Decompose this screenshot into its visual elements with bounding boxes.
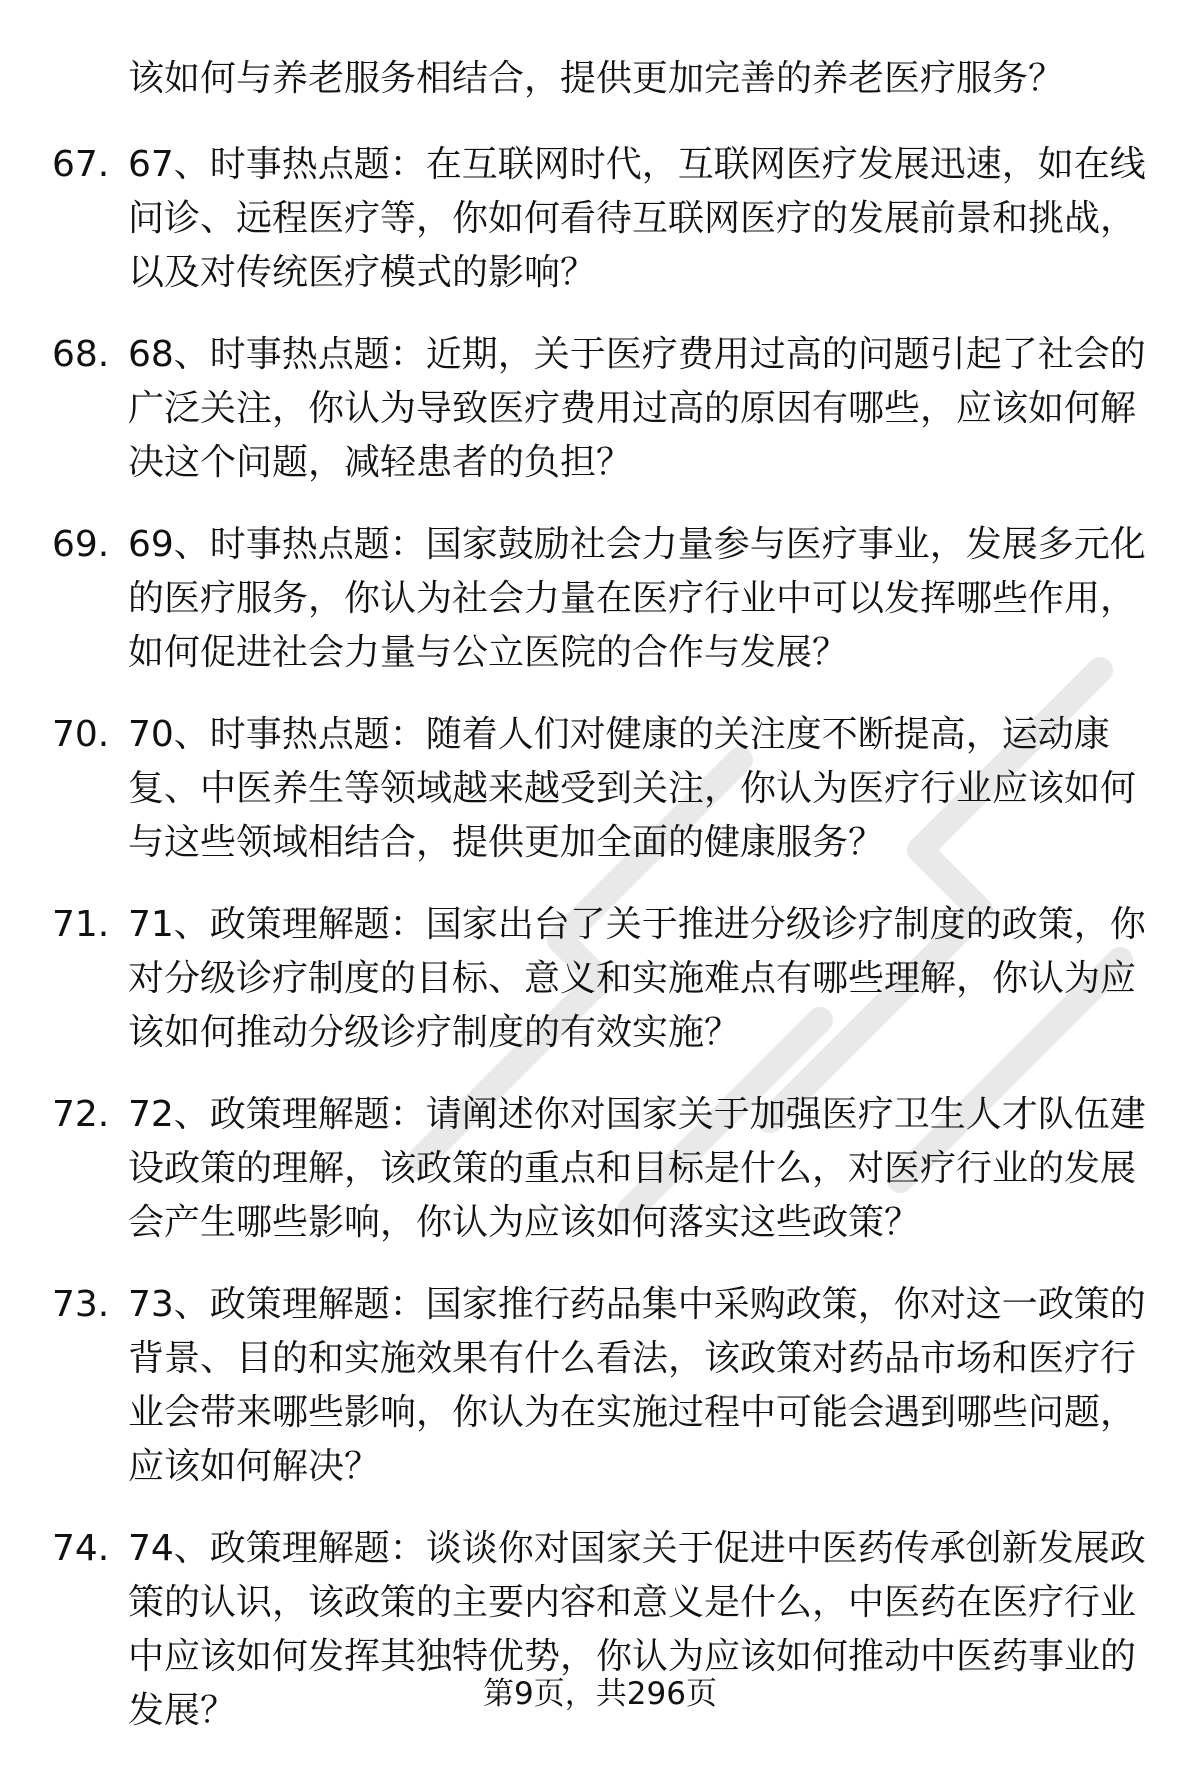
list-item-text: 72、政策理解题：请阐述你对国家关于加强医疗卫生人才队伍建设政策的理解，该政策的重点和目标是什么，对医疗行业的发展会产生哪些影响，你认为应该如何落实这些政策？ bbox=[128, 1094, 1146, 1243]
list-item-number: 71. bbox=[52, 904, 110, 945]
list-item bbox=[0, 708, 1148, 870]
list-item bbox=[0, 328, 1148, 490]
list-item-number: 68. bbox=[52, 334, 110, 375]
list-item-number: 67. bbox=[52, 144, 110, 185]
list-item-number: 74. bbox=[52, 1528, 110, 1569]
list-item-text: 70、时事热点题：随着人们对健康的关注度不断提高，运动康复、中医养生等领域越来越受到关注，你认为医疗行业应该如何与这些领域相结合，提供更加全面的健康服务？ bbox=[128, 714, 1137, 863]
list-item-text: 74、政策理解题：谈谈你对国家关于促进中医药传承创新发展政策的认识，该政策的主要内容和意义是什么，中医药在医疗行业中应该如何发挥其独特优势，你认为应该如何推动中医药事业的发展？ bbox=[128, 1528, 1146, 1731]
list-item-number: 70. bbox=[52, 714, 110, 755]
list-item bbox=[0, 1278, 1148, 1494]
question-list bbox=[0, 138, 1200, 1766]
list-item bbox=[0, 1088, 1148, 1250]
list-item-number: 69. bbox=[52, 524, 110, 565]
list-item bbox=[0, 518, 1148, 680]
list-item bbox=[0, 898, 1148, 1060]
list-item bbox=[0, 138, 1148, 300]
list-item-text: 69、时事热点题：国家鼓励社会力量参与医疗事业，发展多元化的医疗服务，你认为社会力量在医疗行业中可以发挥哪些作用，如何促进社会力量与公立医院的合作与发展？ bbox=[128, 524, 1146, 673]
list-item-text: 71、政策理解题：国家出台了关于推进分级诊疗制度的政策，你对分级诊疗制度的目标、意义和实施难点有哪些理解，你认为应该如何推动分级诊疗制度的有效实施？ bbox=[128, 904, 1146, 1053]
list-item-number: 72. bbox=[52, 1094, 110, 1135]
list-item-text: 67、时事热点题：在互联网时代，互联网医疗发展迅速，如在线问诊、远程医疗等，你如何看待互联网医疗的发展前景和挑战，以及对传统医疗模式的影响？ bbox=[128, 144, 1146, 293]
list-item-text: 73、政策理解题：国家推行药品集中采购政策，你对这一政策的背景、目的和实施效果有什么看法，该政策对药品市场和医疗行业会带来哪些影响，你认为在实施过程中可能会遇到哪些问题，应该如何解决？ bbox=[128, 1284, 1146, 1487]
list-item-number: 73. bbox=[52, 1284, 110, 1325]
list-item-text: 68、时事热点题：近期，关于医疗费用过高的问题引起了社会的广泛关注，你认为导致医疗费用过高的原因有哪些，应该如何解决这个问题，减轻患者的负担？ bbox=[128, 334, 1146, 483]
continued-question-text: 该如何与养老服务相结合，提供更加完善的养老医疗服务？ bbox=[128, 58, 1065, 99]
page-footer: 第9页，共296页 bbox=[483, 1676, 717, 1712]
